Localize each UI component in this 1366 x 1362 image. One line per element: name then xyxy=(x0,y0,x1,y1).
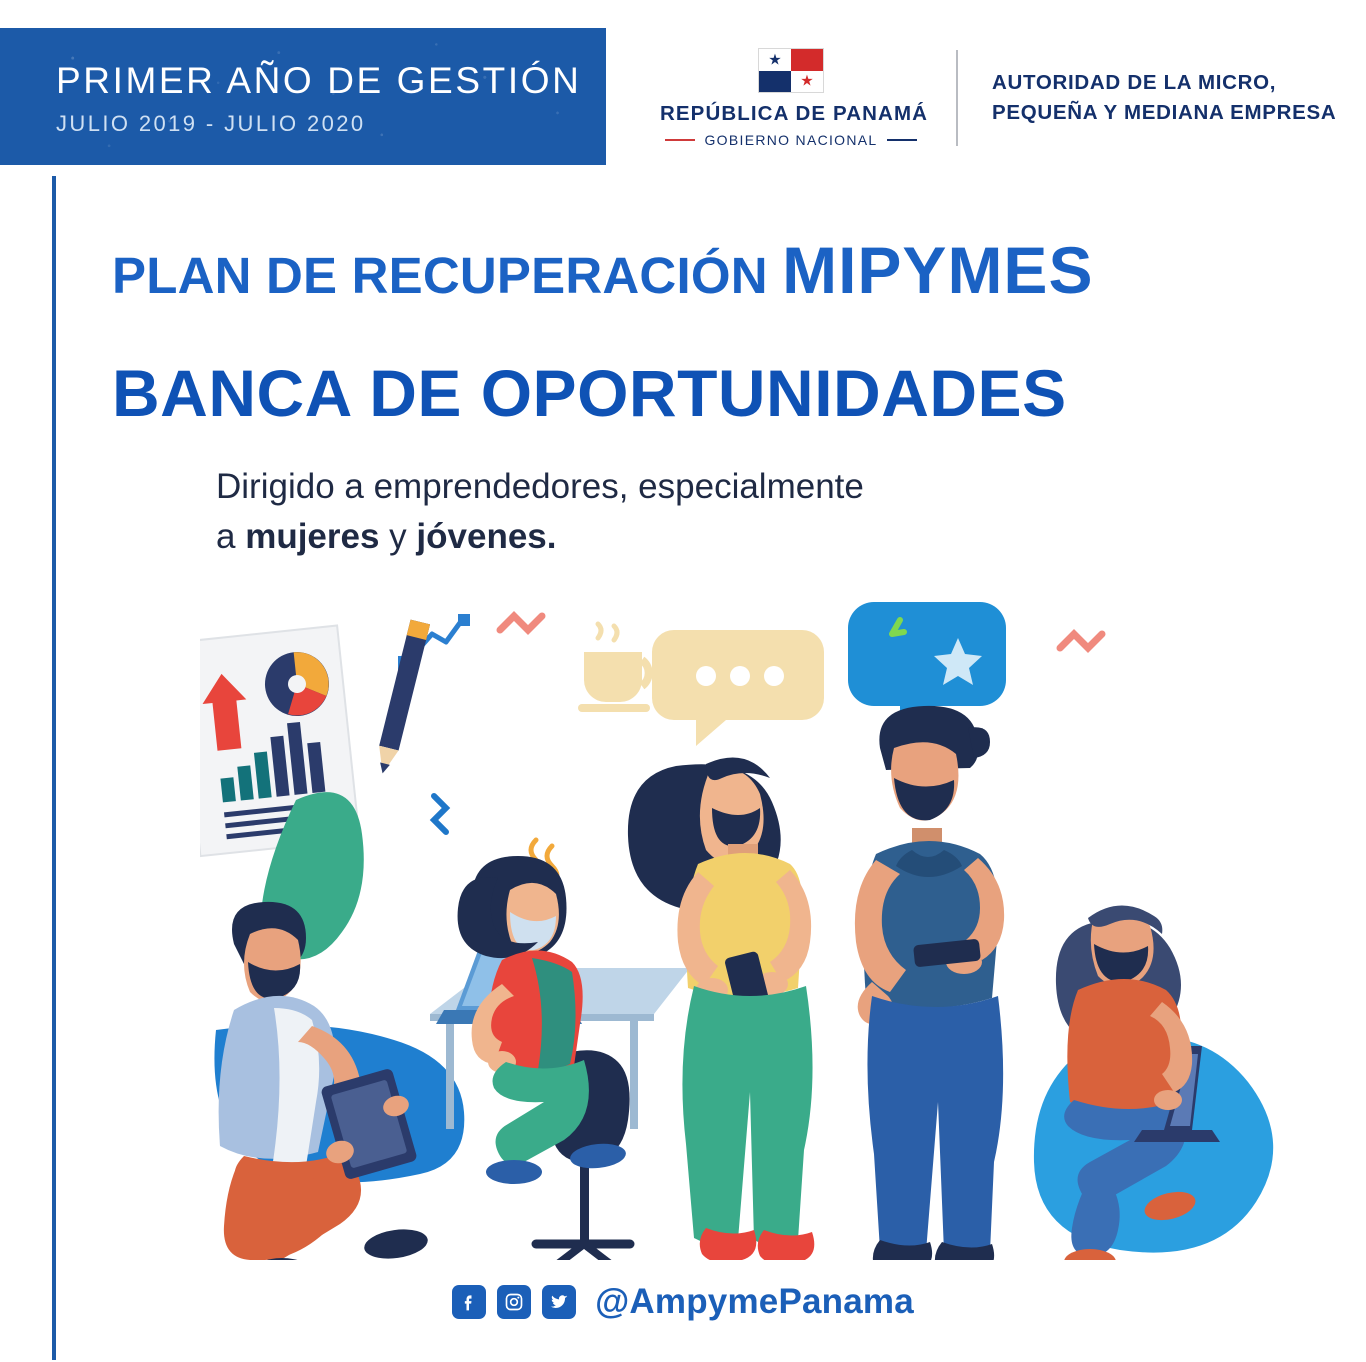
title-emphasis: MIPYMES xyxy=(782,233,1094,307)
instagram-icon[interactable] xyxy=(497,1285,531,1319)
government-subtitle-row xyxy=(660,132,922,148)
subtitle-line-2 xyxy=(216,512,1216,562)
subtitle-line-1: Dirigido a emprendedores, especialmente xyxy=(216,467,864,506)
institution-name xyxy=(992,68,1336,127)
government-name: REPÚBLICA DE PANAMÁ xyxy=(660,102,929,125)
subtitle-bold-jovenes: jóvenes. xyxy=(416,516,557,556)
vertical-divider xyxy=(956,50,958,146)
government-lockup xyxy=(660,48,1336,148)
banner-subtitle: JULIO 2019 - JULIO 2020 xyxy=(56,110,366,136)
title-normal: PLAN DE RECUPERACIÓN xyxy=(112,247,783,304)
header-banner xyxy=(0,28,606,165)
subtitle-pre: a xyxy=(216,516,246,556)
institution-line-2: PEQUEÑA Y MEDIANA EMPRESA xyxy=(992,101,1337,124)
illustration-people-working xyxy=(200,600,1280,1260)
subtitle-bold-mujeres: mujeres xyxy=(245,516,380,556)
institution-line-1: AUTORIDAD DE LA MICRO, xyxy=(992,71,1277,95)
social-handle[interactable]: @AmpymePanama xyxy=(595,1282,914,1321)
rule-blue xyxy=(887,139,917,142)
subtitle-mid: y xyxy=(379,516,417,556)
government-subtitle: GOBIERNO NACIONAL xyxy=(704,132,878,148)
government-identity xyxy=(660,48,929,148)
facebook-icon[interactable] xyxy=(452,1285,486,1319)
page-title-line-2: BANCA DE OPORTUNIDADES xyxy=(112,356,1067,430)
page-subtitle xyxy=(216,462,1216,561)
left-accent-rule xyxy=(52,176,56,1360)
twitter-icon[interactable] xyxy=(542,1285,576,1319)
panama-flag-icon: ★ ★ xyxy=(758,48,824,93)
banner-title: PRIMER AÑO DE GESTIÓN xyxy=(56,60,582,101)
rule-red xyxy=(665,139,695,142)
page-title-line-1 xyxy=(112,232,1312,308)
social-footer xyxy=(0,1282,1366,1322)
